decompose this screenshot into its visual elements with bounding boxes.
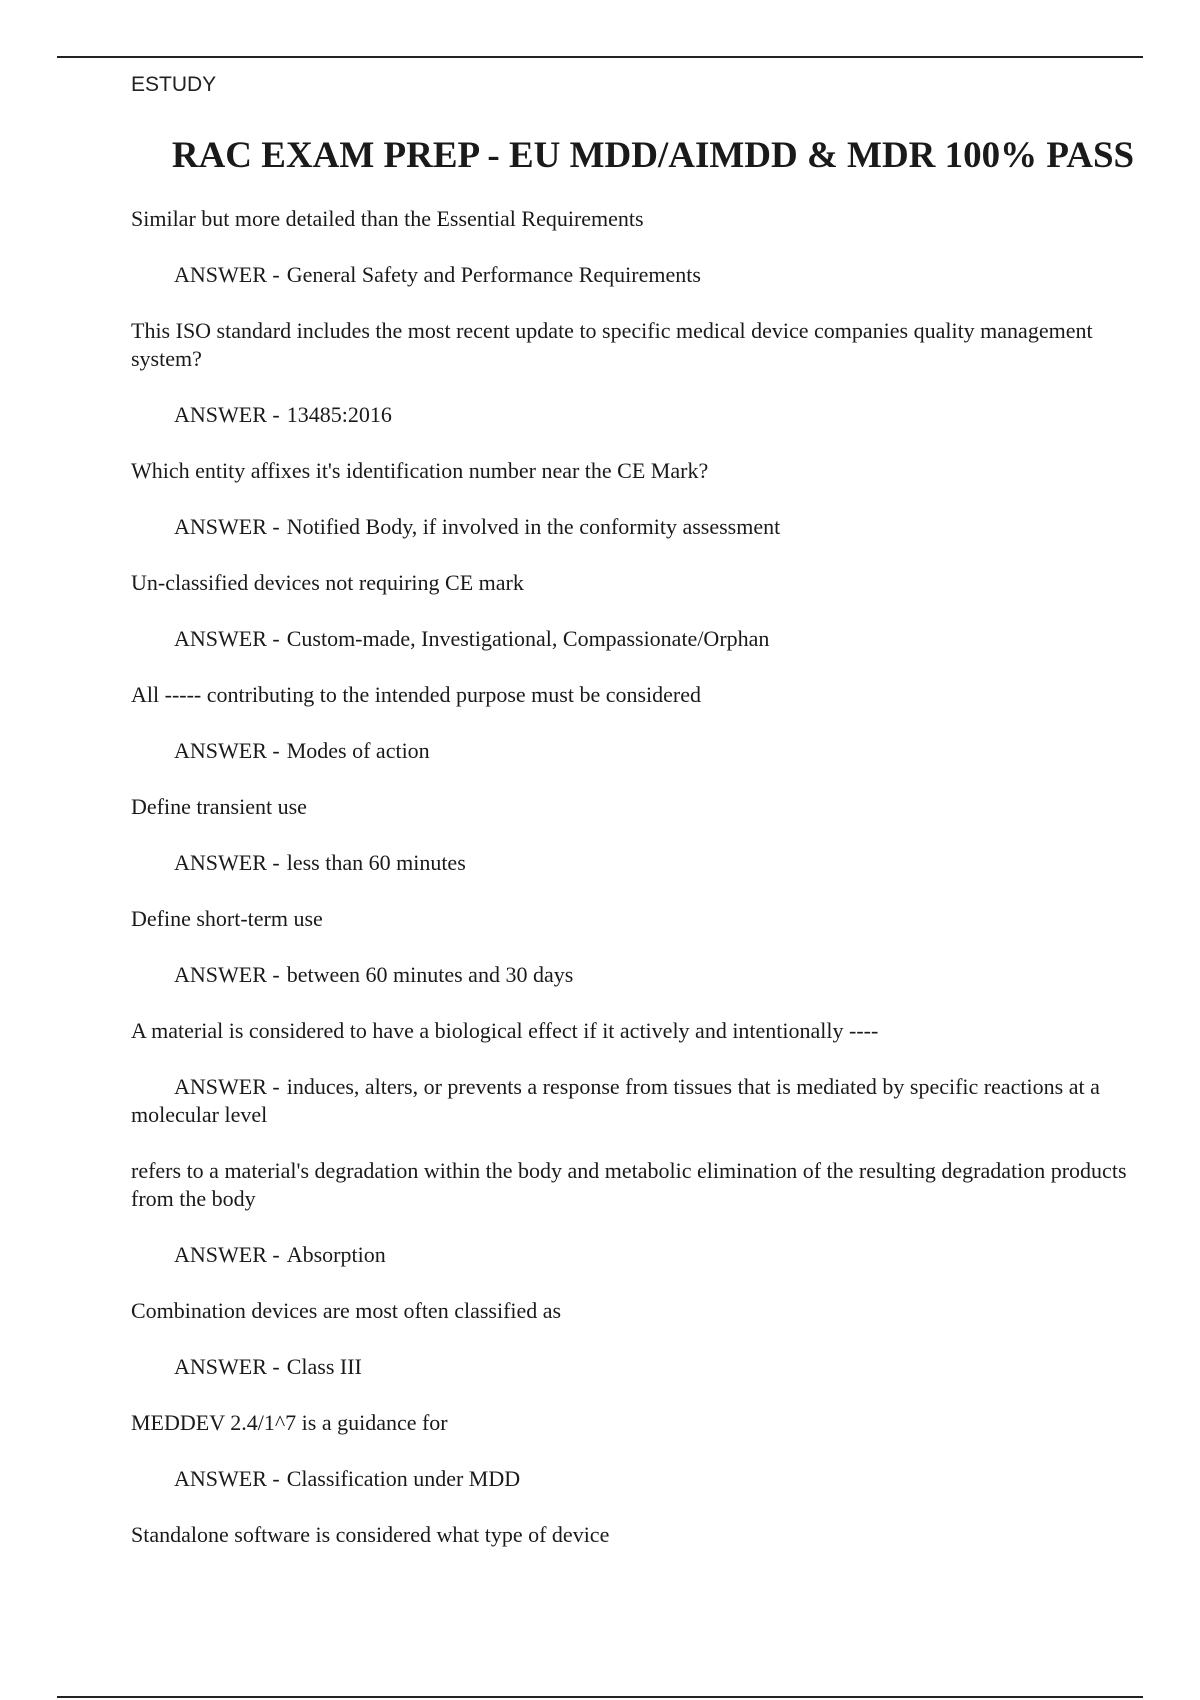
qa-item	[131, 1409, 1161, 1493]
question-text: Define short-term use	[131, 906, 323, 931]
qa-item	[131, 1521, 1161, 1549]
answer-line	[131, 1353, 1161, 1381]
answer-text: 13485:2016	[286, 402, 392, 427]
answer-line	[131, 737, 1161, 765]
answer-line	[131, 401, 1161, 429]
top-rule	[57, 56, 1143, 58]
question-text: All ----- contributing to the intended purpose must be considered	[131, 682, 702, 707]
answer-line	[131, 625, 1161, 653]
answer-line	[131, 1241, 1161, 1269]
bottom-rule	[57, 1696, 1143, 1698]
answer-text: less than 60 minutes	[286, 850, 466, 875]
answer-line	[131, 1073, 1161, 1129]
answer-prefix: ANSWER -	[174, 962, 280, 987]
question-text: A material is considered to have a biological effect if it actively and intentionally ----	[131, 1018, 879, 1043]
answer-line	[131, 261, 1161, 289]
question-text: Define transient use	[131, 794, 307, 819]
answer-text: Notified Body, if involved in the conformity assessment	[286, 514, 781, 539]
qa-item	[131, 681, 1161, 765]
question-text: Standalone software is considered what type of device	[131, 1522, 610, 1547]
answer-prefix: ANSWER -	[174, 738, 280, 763]
answer-prefix: ANSWER -	[174, 1242, 280, 1267]
answer-line	[131, 849, 1161, 877]
answer-line	[131, 1465, 1161, 1493]
qa-item	[131, 1297, 1161, 1381]
answer-text: Absorption	[286, 1242, 386, 1267]
answer-prefix: ANSWER -	[174, 402, 280, 427]
question-text: refers to a material's degradation within the body and metabolic elimination of the resulting degradation products from the body	[131, 1158, 1127, 1211]
document-title: RAC EXAM PREP - EU MDD/AIMDD & MDR 100% PASS	[171, 135, 1135, 176]
question-text: Combination devices are most often classified as	[131, 1298, 562, 1323]
header-label: ESTUDY	[131, 73, 217, 96]
answer-prefix: ANSWER -	[174, 262, 280, 287]
qa-item	[131, 905, 1161, 989]
answer-prefix: ANSWER -	[174, 850, 280, 875]
answer-text: Custom-made, Investigational, Compassionate/Orphan	[286, 626, 770, 651]
answer-line	[131, 961, 1161, 989]
answer-prefix: ANSWER -	[174, 514, 280, 539]
question-text: MEDDEV 2.4/1^7 is a guidance for	[131, 1410, 448, 1435]
qa-item	[131, 793, 1161, 877]
qa-item	[131, 1157, 1161, 1269]
question-text: This ISO standard includes the most recent update to specific medical device companies quality management system?	[131, 318, 1093, 371]
qa-item	[131, 569, 1161, 653]
answer-text: Modes of action	[286, 738, 430, 763]
qa-item	[131, 317, 1161, 429]
qa-list	[131, 205, 1161, 1577]
answer-prefix: ANSWER -	[174, 1074, 280, 1099]
answer-text: between 60 minutes and 30 days	[286, 962, 574, 987]
question-text: Which entity affixes it's identification number near the CE Mark?	[131, 458, 709, 483]
answer-prefix: ANSWER -	[174, 626, 280, 651]
answer-prefix: ANSWER -	[174, 1466, 280, 1491]
answer-line	[131, 513, 1161, 541]
qa-item	[131, 1017, 1161, 1129]
question-text: Similar but more detailed than the Essential Requirements	[131, 206, 644, 231]
answer-text: General Safety and Performance Requirements	[286, 262, 701, 287]
answer-text: Class III	[286, 1354, 362, 1379]
answer-text: induces, alters, or prevents a response from tissues that is mediated by specific reactions at a molecular level	[131, 1074, 1100, 1127]
answer-text: Classification under MDD	[286, 1466, 521, 1491]
answer-prefix: ANSWER -	[174, 1354, 280, 1379]
question-text: Un-classified devices not requiring CE mark	[131, 570, 524, 595]
qa-item	[131, 205, 1161, 289]
qa-item	[131, 457, 1161, 541]
